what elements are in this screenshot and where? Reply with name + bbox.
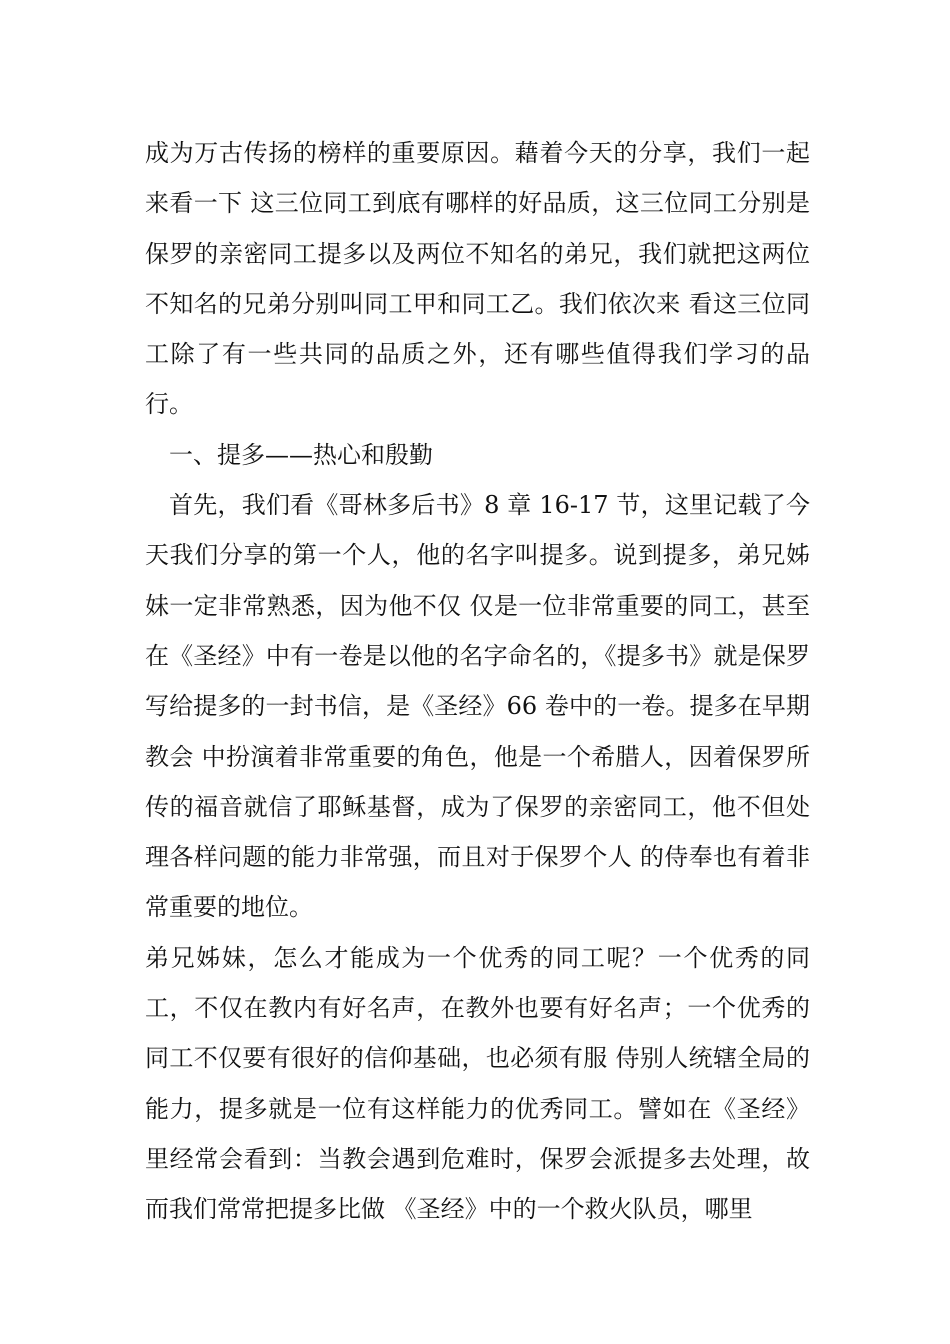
section-heading: 一、提多——热心和殷勤 — [169, 440, 433, 469]
paragraph-titus: 首先，我们看《哥林多后书》8 章 16-17 节，这里记载了今天我们分享的第一个人，他的名字叫提多。说到提多，弟兄姊妹一定非常熟悉，因为他不仅 仅是一位非常重要的同工，甚至在《圣经》中有一卷是以他的名字命名的，《提多书》就是保罗写给提多的一封书信，是《圣经》66 卷中的一卷。提多在早期教会 中扮演着非常重要的角色，他是一个希腊人，因着保罗所传的福音就信了耶稣基督，成为了保罗的亲密同工，他不但处理各样问题的能力非常强，而且对于保罗个人 的侍奉也有着非常重要的地位。 — [145, 491, 810, 922]
paragraph-intro: 成为万古传扬的榜样的重要原因。藉着今天的分享，我们一起来看一下 这三位同工到底有哪样的好品质，这三位同工分别是保罗的亲密同工提多以及两位不知名的弟兄，我们就把这两位不知名的兄弟分别叫同工甲和同工乙。我们依次来 看这三位同工除了有一些共同的品质之外，还有哪些值得我们学习的品行。 — [145, 139, 810, 419]
document-body — [145, 128, 810, 1235]
paragraph-coworker: 弟兄姊妹，怎么才能成为一个优秀的同工呢？一个优秀的同工，不仅在教内有好名声，在教外也要有好名声；一个优秀的同工不仅要有很好的信仰基础，也必须有服 侍别人统辖全局的能力，提多就是一位有这样能力的优秀同工。譬如在《圣经》里经常会看到：当教会遇到危难时，保罗会派提多去处理，故而我们常常把提多比做 《圣经》中的一个救火队员，哪里 — [145, 943, 810, 1224]
